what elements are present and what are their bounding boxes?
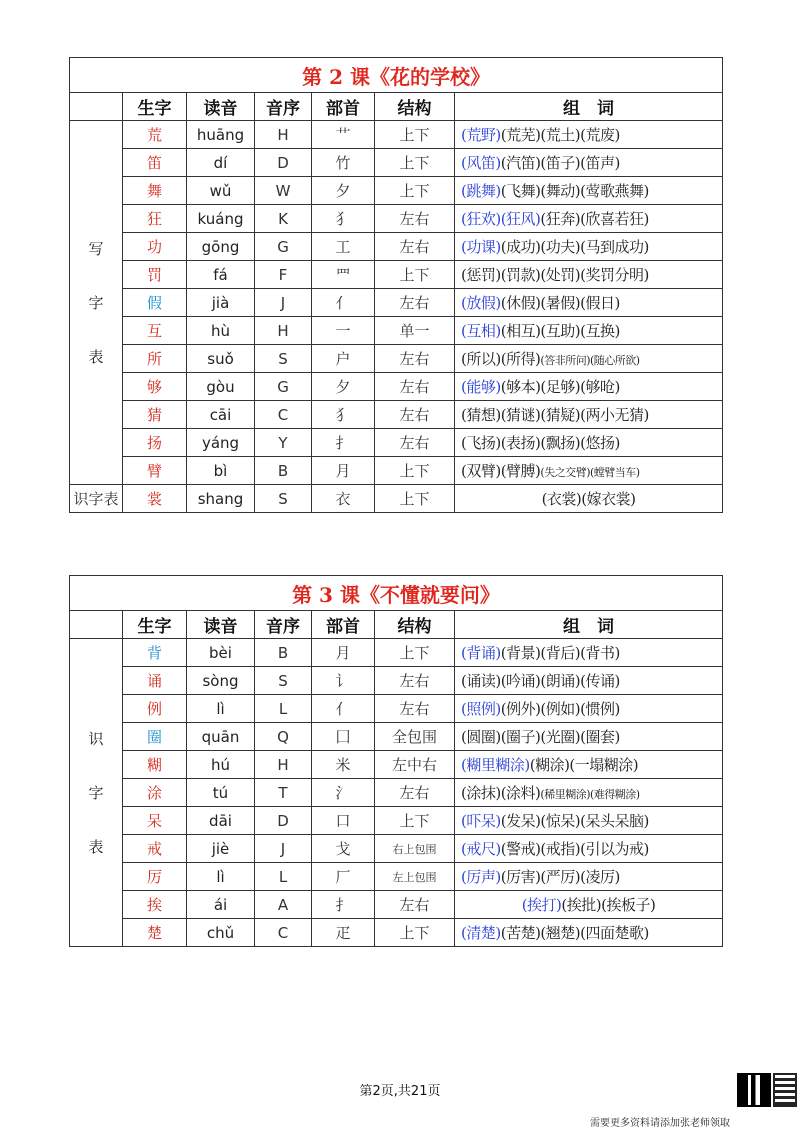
table-row xyxy=(70,457,723,485)
word-group: (惩罚)(罚款)(处罚)(奖罚分明) xyxy=(461,266,649,284)
table-row xyxy=(70,779,723,807)
character: 裳 xyxy=(123,485,187,513)
pinyin-order: J xyxy=(255,289,312,317)
radical: 衣 xyxy=(312,485,375,513)
pinyin-order: Y xyxy=(255,429,312,457)
structure: 左右 xyxy=(375,695,455,723)
radical: 疋 xyxy=(312,919,375,947)
pinyin-order: Q xyxy=(255,723,312,751)
word-group: (诵读)(吟诵)(朗诵)(传诵) xyxy=(461,672,620,690)
word-group: (狂奔)(欣喜若狂) xyxy=(540,210,649,228)
radical: 厂 xyxy=(312,863,375,891)
pinyin: jià xyxy=(187,289,255,317)
word-group: (所以)(所得) xyxy=(461,350,541,368)
table-row xyxy=(70,751,723,779)
word-list xyxy=(455,121,723,149)
word-list xyxy=(455,723,723,751)
radical: 一 xyxy=(312,317,375,345)
qr-code-icon xyxy=(737,1073,771,1107)
structure: 上下 xyxy=(375,121,455,149)
pinyin-order: B xyxy=(255,639,312,667)
word-list xyxy=(455,919,723,947)
pinyin: ái xyxy=(187,891,255,919)
character: 厉 xyxy=(123,863,187,891)
character: 笛 xyxy=(123,149,187,177)
pinyin: tú xyxy=(187,779,255,807)
radical: 讠 xyxy=(312,667,375,695)
table-row xyxy=(70,639,723,667)
structure: 左右 xyxy=(375,667,455,695)
word-list xyxy=(455,205,723,233)
structure: 左右 xyxy=(375,891,455,919)
word-group: (挨打) xyxy=(521,896,562,914)
word-group: (戒尺) xyxy=(461,840,501,858)
word-group: (警戒)(戒指)(引以为戒) xyxy=(500,840,649,858)
lesson-title xyxy=(70,58,723,93)
structure: 左右 xyxy=(375,233,455,261)
radical: 氵 xyxy=(312,779,375,807)
character: 挨 xyxy=(123,891,187,919)
word-list xyxy=(455,807,723,835)
word-group: (厉害)(严厉)(凌厉) xyxy=(500,868,620,886)
character: 互 xyxy=(123,317,187,345)
pinyin-order: G xyxy=(255,233,312,261)
pinyin: dāi xyxy=(187,807,255,835)
word-group: (苦楚)(翘楚)(四面楚歌) xyxy=(500,924,649,942)
pinyin-order: A xyxy=(255,891,312,919)
pinyin-order: W xyxy=(255,177,312,205)
word-group: (例外)(例如)(惯例) xyxy=(500,700,620,718)
lesson-title xyxy=(70,576,723,611)
structure: 左右 xyxy=(375,345,455,373)
header-radical: 部首 xyxy=(312,93,375,121)
pinyin-order: H xyxy=(255,317,312,345)
table-row xyxy=(70,485,723,513)
pinyin-order: S xyxy=(255,485,312,513)
structure: 单一 xyxy=(375,317,455,345)
section-label xyxy=(70,121,123,485)
structure: 左右 xyxy=(375,205,455,233)
table-row xyxy=(70,205,723,233)
structure: 左上包围 xyxy=(375,863,455,891)
character: 猜 xyxy=(123,401,187,429)
character: 假 xyxy=(123,289,187,317)
pinyin-order: S xyxy=(255,345,312,373)
pinyin: fá xyxy=(187,261,255,289)
pinyin: gōng xyxy=(187,233,255,261)
word-group: (背诵) xyxy=(461,644,501,662)
structure: 左右 xyxy=(375,429,455,457)
lesson-name: 《不懂就要问》 xyxy=(359,582,500,607)
pinyin: yáng xyxy=(187,429,255,457)
word-group: (清楚) xyxy=(461,924,501,942)
pinyin: lì xyxy=(187,695,255,723)
word-group: (风笛) xyxy=(461,154,501,172)
character: 圈 xyxy=(123,723,187,751)
table-row xyxy=(70,429,723,457)
word-group: (挨批)(挨板子) xyxy=(561,896,656,914)
character: 戒 xyxy=(123,835,187,863)
table-row xyxy=(70,835,723,863)
word-group: (猜想)(猜谜)(猜疑)(两小无猜) xyxy=(461,406,649,424)
pinyin-order: H xyxy=(255,121,312,149)
structure: 上下 xyxy=(375,149,455,177)
word-list xyxy=(455,863,723,891)
character: 楚 xyxy=(123,919,187,947)
section-label-char: 表 xyxy=(88,347,104,366)
structure: 全包围 xyxy=(375,723,455,751)
word-list xyxy=(455,429,723,457)
pinyin: dí xyxy=(187,149,255,177)
character: 例 xyxy=(123,695,187,723)
structure: 上下 xyxy=(375,177,455,205)
radical: 夕 xyxy=(312,373,375,401)
radical: 囗 xyxy=(312,723,375,751)
pinyin-order: C xyxy=(255,919,312,947)
radical: 月 xyxy=(312,457,375,485)
radical: 米 xyxy=(312,751,375,779)
pinyin: chǔ xyxy=(187,919,255,947)
word-list xyxy=(455,667,723,695)
radical: 罒 xyxy=(312,261,375,289)
character: 呆 xyxy=(123,807,187,835)
pinyin-order: J xyxy=(255,835,312,863)
word-group: (双臂)(臂膊) xyxy=(461,462,541,480)
word-list xyxy=(455,639,723,667)
pinyin-order: F xyxy=(255,261,312,289)
section-label-char: 字 xyxy=(88,293,104,312)
structure: 上下 xyxy=(375,261,455,289)
table-row xyxy=(70,261,723,289)
pinyin-order: T xyxy=(255,779,312,807)
pinyin: gòu xyxy=(187,373,255,401)
structure: 上下 xyxy=(375,639,455,667)
word-group: (够本)(足够)(够呛) xyxy=(500,378,620,396)
word-list xyxy=(455,177,723,205)
structure: 左中右 xyxy=(375,751,455,779)
promo-text: 需要更多资料请添加张老师领取 xyxy=(590,1118,730,1129)
character: 臂 xyxy=(123,457,187,485)
radical: 扌 xyxy=(312,429,375,457)
header-order: 音序 xyxy=(255,93,312,121)
radical: 月 xyxy=(312,639,375,667)
table-row xyxy=(70,401,723,429)
pinyin-order: D xyxy=(255,149,312,177)
header-char: 生字 xyxy=(123,611,187,639)
structure: 左右 xyxy=(375,779,455,807)
character: 荒 xyxy=(123,121,187,149)
word-group: (厉声) xyxy=(461,868,501,886)
pinyin: cāi xyxy=(187,401,255,429)
header-words: 组 词 xyxy=(455,93,723,121)
word-group: (失之交臂)(螳臂当车) xyxy=(540,466,640,479)
word-group: (糊里糊涂) xyxy=(461,756,530,774)
word-group: (圆圈)(圈子)(光圈)(圈套) xyxy=(461,728,620,746)
word-group: (功课) xyxy=(461,238,501,256)
header-pinyin: 读音 xyxy=(187,611,255,639)
word-group: (发呆)(惊呆)(呆头呆脑) xyxy=(500,812,649,830)
header-blank xyxy=(70,611,123,639)
word-list xyxy=(455,891,723,919)
table-row xyxy=(70,233,723,261)
character: 涂 xyxy=(123,779,187,807)
word-list xyxy=(455,233,723,261)
header-radical: 部首 xyxy=(312,611,375,639)
word-group: (飞扬)(表扬)(飘扬)(悠扬) xyxy=(461,434,620,452)
word-list: (衣裳)(嫁衣裳) xyxy=(455,485,723,513)
header-row xyxy=(70,611,723,639)
word-group: (飞舞)(舞动)(莺歌燕舞) xyxy=(500,182,649,200)
table-row xyxy=(70,345,723,373)
section-label-char: 写 xyxy=(88,239,104,258)
pinyin: shang xyxy=(187,485,255,513)
pinyin-order: S xyxy=(255,667,312,695)
word-list xyxy=(455,401,723,429)
word-list xyxy=(455,457,723,485)
character: 够 xyxy=(123,373,187,401)
word-list xyxy=(455,695,723,723)
word-group: (休假)(暑假)(假日) xyxy=(500,294,620,312)
word-group: (狂欢)(狂风) xyxy=(461,210,541,228)
lesson-3-table xyxy=(69,575,723,947)
table-row xyxy=(70,723,723,751)
table-row xyxy=(70,863,723,891)
table-row xyxy=(70,373,723,401)
character: 所 xyxy=(123,345,187,373)
table-row xyxy=(70,177,723,205)
word-group: (相互)(互助)(互换) xyxy=(500,322,620,340)
table-row xyxy=(70,149,723,177)
section-label-char: 表 xyxy=(88,837,104,856)
pinyin: hú xyxy=(187,751,255,779)
radical: 亻 xyxy=(312,289,375,317)
table-row xyxy=(70,289,723,317)
section-label-char: 识 xyxy=(88,729,104,748)
pinyin: bèi xyxy=(187,639,255,667)
pinyin: bì xyxy=(187,457,255,485)
radical: 戈 xyxy=(312,835,375,863)
radical: 犭 xyxy=(312,401,375,429)
section-label xyxy=(70,639,123,947)
radical: 夕 xyxy=(312,177,375,205)
structure: 上下 xyxy=(375,807,455,835)
word-list xyxy=(455,345,723,373)
radical: 扌 xyxy=(312,891,375,919)
word-group: (照例) xyxy=(461,700,501,718)
pinyin: kuáng xyxy=(187,205,255,233)
structure: 左右 xyxy=(375,289,455,317)
structure: 上下 xyxy=(375,919,455,947)
character: 罚 xyxy=(123,261,187,289)
character: 舞 xyxy=(123,177,187,205)
pinyin-order: G xyxy=(255,373,312,401)
section-label-char: 字 xyxy=(88,783,104,802)
table-row xyxy=(70,317,723,345)
pinyin: sòng xyxy=(187,667,255,695)
lesson-number: 第 3 课 xyxy=(292,582,360,607)
word-list xyxy=(455,751,723,779)
pinyin: huāng xyxy=(187,121,255,149)
word-list xyxy=(455,779,723,807)
header-order: 音序 xyxy=(255,611,312,639)
word-group: (稀里糊涂)(难得糊涂) xyxy=(540,788,640,801)
table-row xyxy=(70,695,723,723)
radical: 艹 xyxy=(312,121,375,149)
word-group: (答非所问)(随心所欲) xyxy=(540,354,640,367)
word-list xyxy=(455,835,723,863)
radical: 亻 xyxy=(312,695,375,723)
character: 狂 xyxy=(123,205,187,233)
pinyin-order: H xyxy=(255,751,312,779)
pinyin-order: C xyxy=(255,401,312,429)
word-group: (汽笛)(笛子)(笛声) xyxy=(500,154,620,172)
pinyin-order: B xyxy=(255,457,312,485)
qr-code-icon xyxy=(773,1073,797,1107)
table-row xyxy=(70,807,723,835)
extra-section-label: 识字表 xyxy=(70,485,123,513)
pinyin-order: L xyxy=(255,863,312,891)
radical: 口 xyxy=(312,807,375,835)
word-group: (成功)(功夫)(马到成功) xyxy=(500,238,649,256)
structure: 上下 xyxy=(375,457,455,485)
radical: 犭 xyxy=(312,205,375,233)
structure: 上下 xyxy=(375,485,455,513)
table-row xyxy=(70,919,723,947)
word-group: (跳舞) xyxy=(461,182,501,200)
radical: 工 xyxy=(312,233,375,261)
word-group: (互相) xyxy=(461,322,501,340)
word-group: (能够) xyxy=(461,378,501,396)
word-list xyxy=(455,317,723,345)
pinyin: suǒ xyxy=(187,345,255,373)
structure: 左右 xyxy=(375,373,455,401)
pinyin-order: L xyxy=(255,695,312,723)
character: 扬 xyxy=(123,429,187,457)
pinyin-order: K xyxy=(255,205,312,233)
word-group: (吓呆) xyxy=(461,812,501,830)
lesson-number: 第 2 课 xyxy=(302,64,370,89)
pinyin: lì xyxy=(187,863,255,891)
pinyin: hù xyxy=(187,317,255,345)
radical: 户 xyxy=(312,345,375,373)
word-group: (糊涂)(一塌糊涂) xyxy=(529,756,639,774)
character: 诵 xyxy=(123,667,187,695)
header-row xyxy=(70,93,723,121)
word-group: (放假) xyxy=(461,294,501,312)
pinyin-order: D xyxy=(255,807,312,835)
lesson-2-table xyxy=(69,57,723,513)
table-row xyxy=(70,891,723,919)
pinyin: wǔ xyxy=(187,177,255,205)
pinyin: jiè xyxy=(187,835,255,863)
structure: 左右 xyxy=(375,401,455,429)
word-group: (背景)(背后)(背书) xyxy=(500,644,620,662)
header-structure: 结构 xyxy=(375,93,455,121)
structure: 右上包围 xyxy=(375,835,455,863)
character: 糊 xyxy=(123,751,187,779)
character: 功 xyxy=(123,233,187,261)
word-group: (荒芜)(荒土)(荒废) xyxy=(500,126,620,144)
page-footer: 第2页,共21页 xyxy=(359,1084,441,1099)
pinyin: quān xyxy=(187,723,255,751)
word-list xyxy=(455,149,723,177)
lesson-name: 《花的学校》 xyxy=(369,64,490,89)
header-pinyin: 读音 xyxy=(187,93,255,121)
table-row xyxy=(70,667,723,695)
word-list xyxy=(455,373,723,401)
character: 背 xyxy=(123,639,187,667)
word-list xyxy=(455,289,723,317)
radical: 竹 xyxy=(312,149,375,177)
word-group: (涂抹)(涂料) xyxy=(461,784,541,802)
word-group: (荒野) xyxy=(461,126,501,144)
header-structure: 结构 xyxy=(375,611,455,639)
table-row xyxy=(70,121,723,149)
header-blank xyxy=(70,93,123,121)
header-words: 组 词 xyxy=(455,611,723,639)
header-char: 生字 xyxy=(123,93,187,121)
word-list xyxy=(455,261,723,289)
